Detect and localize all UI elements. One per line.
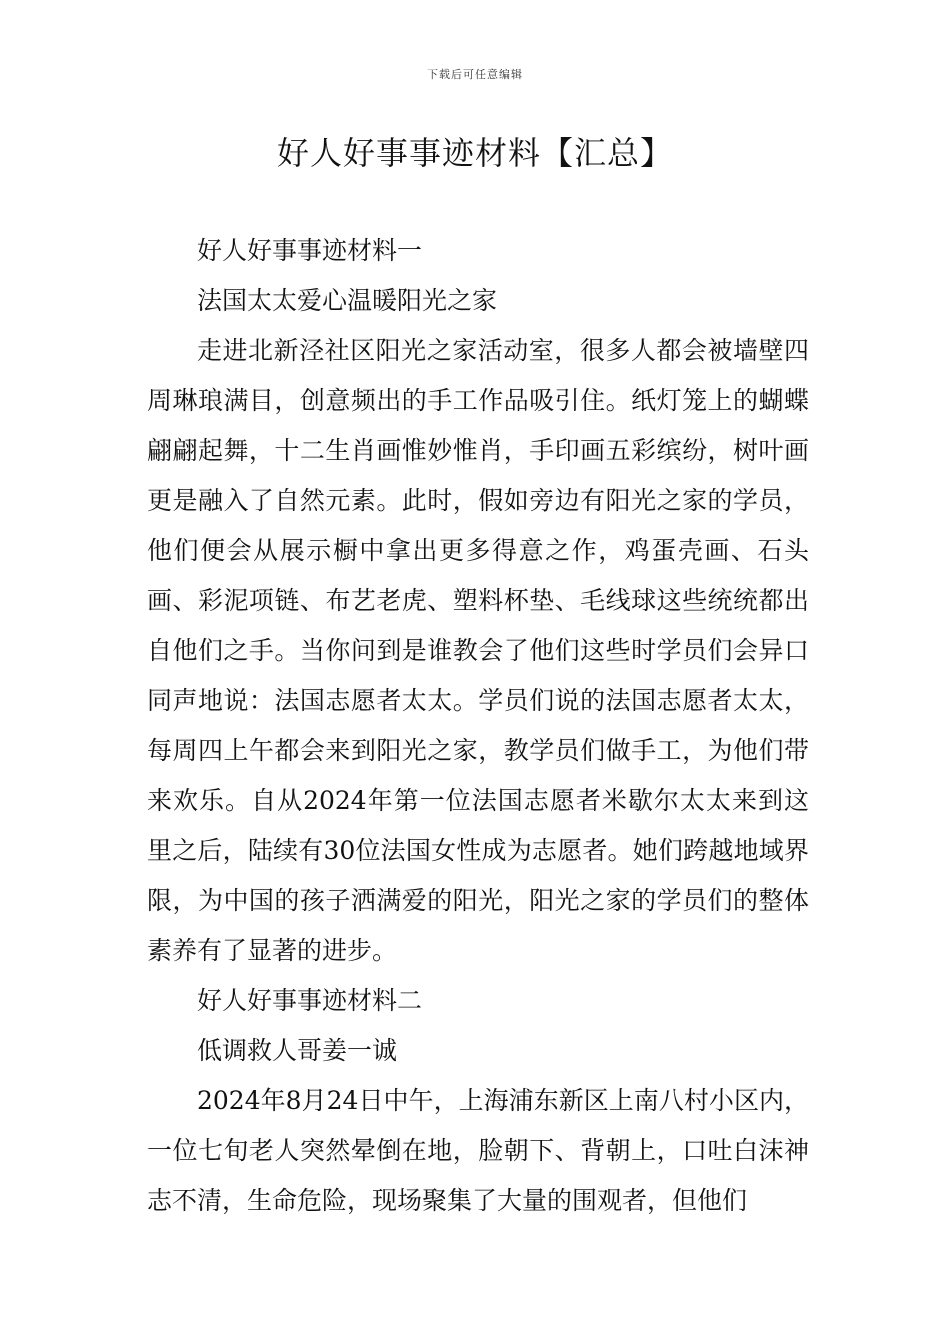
story-paragraph-2: 2024年8月24日中午，上海浦东新区上南八村小区内，一位七旬老人突然晕倒在地，脸朝下、背朝上，口吐白沫神志不清，生命危险，现场聚集了大量的围观者，但他们 [147, 1086, 809, 1215]
section-heading-1: 好人好事事迹材料一 [197, 236, 423, 265]
story-title-2: 低调救人哥姜一诚 [197, 1036, 398, 1065]
section-heading-2: 好人好事事迹材料二 [197, 986, 423, 1015]
story-title-1: 法国太太爱心温暖阳光之家 [197, 286, 498, 315]
header-note: 下载后可任意编辑 [427, 68, 523, 81]
document-title: 好人好事事迹材料【汇总】 [276, 134, 673, 172]
story-paragraph-1: 走进北新泾社区阳光之家活动室，很多人都会被墙壁四周琳琅满目，创意频出的手工作品吸引住。纸灯笼上的蝴蝶翩翩起舞，十二生肖画惟妙惟肖，手印画五彩缤纷，树叶画更是融入了自然元素。此时，假如旁边有阳光之家的学员，他们便会从展示橱中拿出更多得意之作，鸡蛋壳画、石头画、彩泥项链、布艺老虎、塑料杯垫、毛线球这些统统都出自他们之手。当你问到是谁教会了他们这些时学员们会异口同声地说：法国志愿者太太。学员们说的法国志愿者太太，每周四上午都会来到阳光之家，教学员们做手工，为他们带来欢乐。自从2024年第一位法国志愿者米歇尔太太来到这里之后，陆续有30位法国女性成为志愿者。她们跨越地域界限，为中国的孩子洒满爱的阳光，阳光之家的学员们的整体素养有了显著的进步。 [147, 336, 809, 965]
document-body [147, 226, 809, 1226]
